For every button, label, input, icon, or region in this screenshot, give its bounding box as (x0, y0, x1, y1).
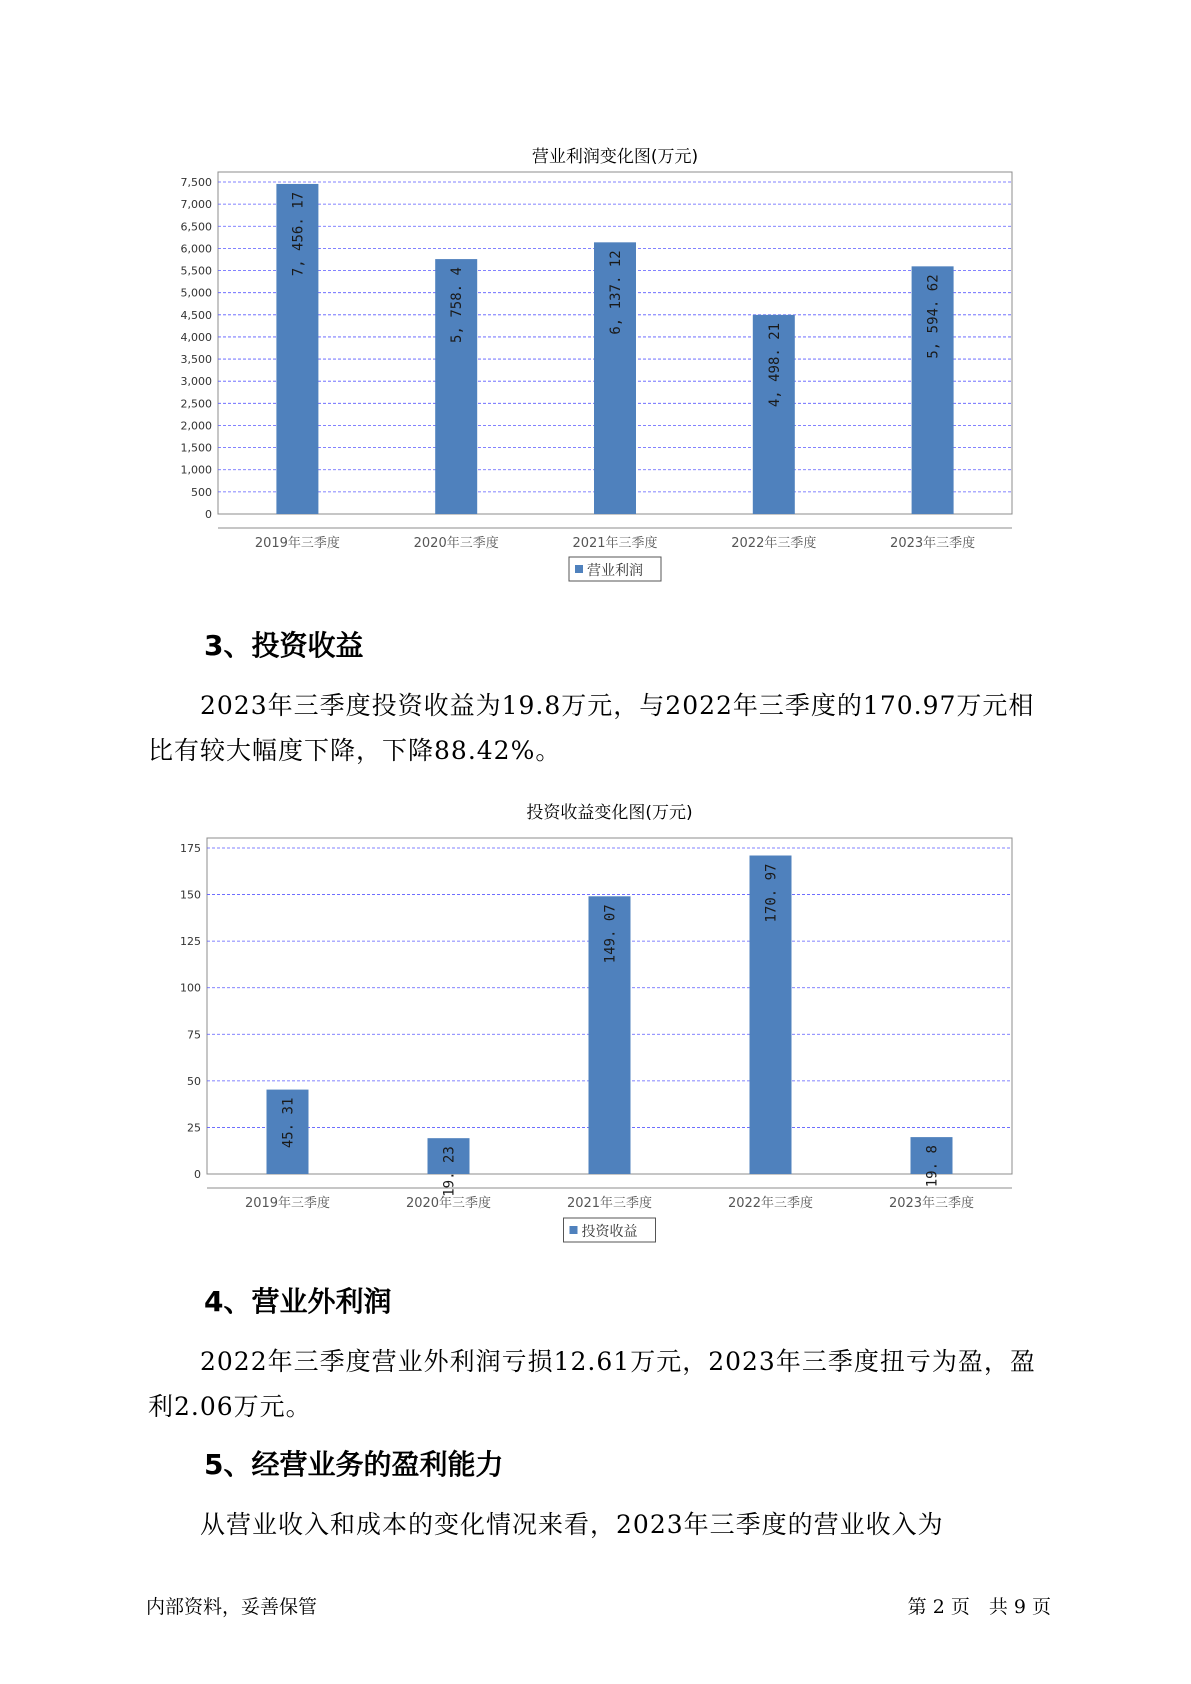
op-profit-y-tick-label: 7,000 (180, 198, 212, 212)
inv-income-data-label: 170. 97 (763, 863, 780, 923)
op-profit-data-label: 7, 456. 17 (290, 191, 307, 277)
paragraph-non-operating-profit: 2022年三季度营业外利润亏损12.61万元，2023年三季度扭亏为盈，盈利2.06万元。 (148, 1347, 1036, 1421)
inv-income-y-tick-label: 150 (180, 888, 201, 902)
op-profit-x-tick-label: 2023年三季度 (890, 536, 976, 551)
inv-income-x-tick-label: 2023年三季度 (888, 1196, 975, 1211)
inv-income-chart-title: 投资收益变化图(万元) (526, 803, 693, 823)
op-profit-y-tick-label: 1,500 (180, 441, 212, 455)
op-profit-chart-title: 营业利润变化图(万元) (531, 147, 699, 167)
inv-income-data-label: 19. 8 (924, 1145, 941, 1188)
op-profit-y-tick-label: 5,500 (180, 264, 212, 278)
footer-page-number: 第 2 页 共 9 页 (907, 1596, 1051, 1618)
inv-income-x-tick-label: 2019年三季度 (244, 1196, 331, 1211)
op-profit-data-label: 4, 498. 21 (766, 322, 783, 408)
op-profit-y-tick-label: 3,000 (180, 375, 212, 389)
inv-income-x-tick-label: 2021年三季度 (566, 1196, 653, 1211)
inv-income-y-tick-label: 125 (180, 935, 201, 949)
op-profit-y-tick-label: 4,500 (180, 308, 212, 322)
op-profit-data-label: 6, 137. 12 (608, 250, 624, 335)
investment-income-chart-svg (0, 790, 1191, 1250)
op-profit-data-label: 5, 594. 62 (925, 274, 942, 359)
op-profit-y-tick-label: 3,500 (180, 353, 212, 367)
op-profit-y-tick-label: 4,000 (180, 330, 212, 344)
op-profit-y-tick-label: 0 (205, 508, 212, 521)
inv-income-legend-swatch (570, 1226, 578, 1234)
inv-income-legend (564, 1218, 656, 1242)
op-profit-y-tick-label: 5,000 (180, 286, 212, 300)
op-profit-legend-label: 营业利润 (587, 563, 643, 579)
section-heading-investment-income: 3、投资收益 (204, 629, 364, 662)
operating-profit-chart (0, 130, 1191, 600)
operating-profit-chart-svg (0, 130, 1191, 600)
inv-income-y-tick-label: 100 (180, 981, 201, 995)
inv-income-legend-label: 投资收益 (581, 1224, 638, 1240)
inv-income-data-label: 149. 07 (602, 904, 619, 964)
inv-income-y-tick-label: 75 (187, 1028, 201, 1042)
op-profit-x-tick-label: 2020年三季度 (413, 536, 499, 551)
op-profit-y-tick-label: 500 (191, 485, 212, 499)
footer-left: 内部资料，妥善保管 (146, 1596, 318, 1618)
section-heading-profitability: 5、经营业务的盈利能力 (204, 1448, 504, 1481)
investment-income-chart (0, 790, 1191, 1250)
op-profit-y-tick-label: 2,000 (180, 419, 212, 433)
inv-income-x-tick-label: 2022年三季度 (727, 1196, 814, 1211)
section-heading-non-operating-profit: 4、营业外利润 (204, 1285, 392, 1318)
op-profit-y-tick-label: 1,000 (180, 463, 212, 477)
op-profit-y-tick-label: 2,500 (180, 397, 212, 411)
op-profit-legend-swatch (575, 565, 583, 573)
inv-income-y-tick-label: 0 (194, 1168, 201, 1181)
op-profit-y-tick-label: 7,500 (180, 176, 212, 189)
inv-income-y-tick-label: 25 (187, 1121, 201, 1135)
op-profit-legend (569, 557, 661, 581)
paragraph-profitability: 从营业收入和成本的变化情况来看，2023年三季度的营业收入为 (200, 1510, 944, 1539)
inv-income-y-tick-label: 175 (180, 842, 201, 855)
inv-income-data-label: 45. 31 (280, 1097, 297, 1149)
inv-income-x-tick-label: 2020年三季度 (405, 1196, 492, 1211)
inv-income-y-tick-label: 50 (187, 1074, 201, 1088)
paragraph-investment-income: 2023年三季度投资收益为19.8万元，与2022年三季度的170.97万元相比有较大幅度下降，下降88.42%。 (148, 691, 1035, 765)
op-profit-x-tick-label: 2019年三季度 (254, 536, 340, 551)
op-profit-x-tick-label: 2022年三季度 (731, 536, 817, 551)
op-profit-data-label: 5, 758. 4 (449, 267, 466, 343)
op-profit-y-tick-label: 6,500 (180, 220, 212, 234)
op-profit-y-tick-label: 6,000 (180, 242, 212, 256)
inv-income-data-label: 19. 23 (441, 1146, 458, 1197)
op-profit-x-tick-label: 2021年三季度 (572, 536, 658, 551)
